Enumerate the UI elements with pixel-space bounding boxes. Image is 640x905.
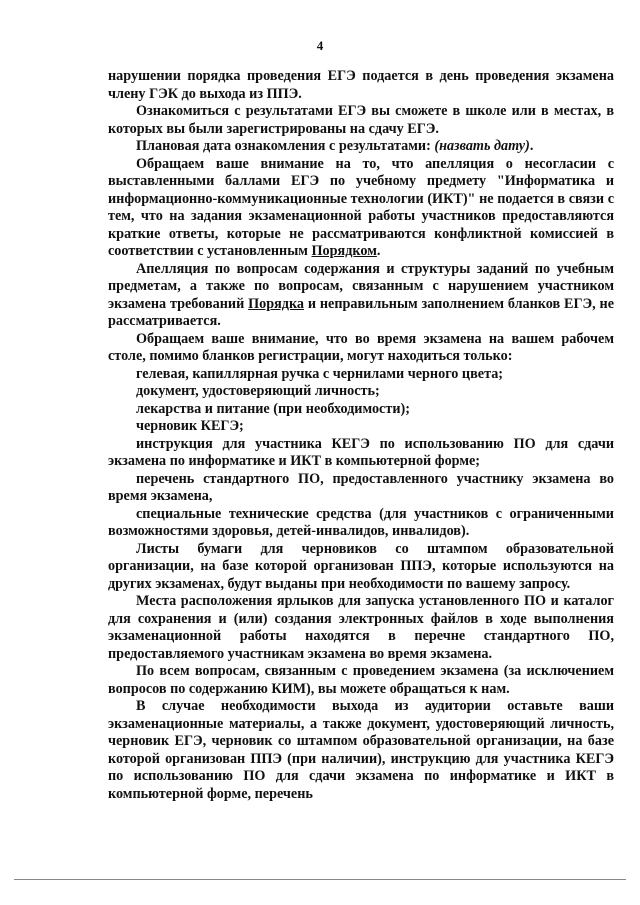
paragraph-text: Листы бумаги для черновиков со штампом образовательной организации, на базе которой организован ППЭ, которые используются на других экзаменах, будут выданы при необходимости по вашему запросу. — [108, 540, 614, 592]
paragraph — [108, 261, 614, 331]
italic-placeholder: (назвать дату) — [434, 138, 530, 154]
paragraph-text: нарушении порядка проведения ЕГЭ подается в день проведения экзамена члену ГЭК до выхода из ППЭ. — [108, 68, 614, 102]
paragraph — [108, 418, 614, 436]
paragraph — [108, 401, 614, 419]
paragraph — [108, 541, 614, 594]
paragraph-text: черновик КЕГЭ; — [136, 418, 244, 434]
paragraph-text: инструкция для участника КЕГЭ по использованию ПО для сдачи экзамена по информатике и ИКТ в компьютерной форме; — [108, 435, 614, 469]
paragraph-text: Ознакомиться с результатами ЕГЭ вы сможете в школе или в местах, в которых вы были зарегистрированы на сдачу ЕГЭ. — [108, 103, 614, 137]
paragraph-text: перечень стандартного ПО, предоставленного участнику экзамена во время экзамена, — [108, 470, 614, 504]
document-body — [108, 68, 614, 803]
paragraph-text: и неправильным заполнением бланков ЕГЭ, не рассматривается. — [108, 295, 614, 329]
paragraph — [108, 698, 614, 803]
paragraph-text: В случае необходимости выхода из аудитории оставьте ваши экзаменационные материалы, а также документ, удостоверяющий личность, черновик ЕГЭ, черновик со штампом образовательной организации, на базе которой организован ППЭ (при наличии), инструкцию для участника КЕГЭ по использованию ПО для сдачи экзамена по информатике и ИКТ в компьютерной форме, перечень — [108, 698, 614, 802]
paragraph — [108, 663, 614, 698]
paragraph — [108, 506, 614, 541]
paragraph-text: специальные технические средства (для участников с ограниченными возможностями здоровья, детей-инвалидов, инвалидов). — [108, 505, 614, 539]
paragraph-text: Апелляция по вопросам содержания и структуры заданий по учебным предметам, а также по вопросам, связанным с нарушением участником экзамена требований — [108, 260, 614, 312]
paragraph — [108, 366, 614, 384]
paragraph — [108, 156, 614, 261]
underlined-term: Порядком — [311, 243, 377, 259]
paragraph — [108, 593, 614, 663]
paragraph-text: Плановая дата ознакомления с результатами: — [136, 138, 435, 154]
paragraph — [108, 436, 614, 471]
paragraph — [108, 103, 614, 138]
paragraph-text: Обращаем ваше внимание, что во время экзамена на вашем рабочем столе, помимо бланков регистрации, могут находиться только: — [108, 330, 614, 364]
paragraph-text: Обращаем ваше внимание на то, что апелляция о несогласии с выставленными баллами ЕГЭ по учебному предмету "Информатика и информационно-коммуникационные технологии (ИКТ)" не подается в связи с тем, что на задания экзаменационной работы участников предоставляются краткие ответы, которые не рассматриваются конфликтной комиссией в соответствии с установленным — [108, 155, 614, 259]
paragraph-text: . — [529, 138, 534, 154]
paragraph — [108, 68, 614, 103]
paragraph — [108, 383, 614, 401]
paragraph-text: гелевая, капиллярная ручка с чернилами черного цвета; — [136, 365, 504, 382]
paragraph — [108, 331, 614, 366]
paragraph-text: По всем вопросам, связанным с проведением экзамена (за исключением вопросов по содержанию КИМ), вы можете обращаться к нам. — [108, 663, 614, 697]
page-number: 4 — [316, 38, 324, 53]
paragraph-text: . — [376, 243, 381, 259]
underlined-term: Порядка — [248, 295, 305, 312]
footer-rule — [14, 879, 626, 880]
paragraph — [108, 138, 614, 156]
paragraph-text: документ, удостоверяющий личность; — [136, 383, 380, 399]
paragraph — [108, 471, 614, 506]
paragraph-text: Места расположения ярлыков для запуска установленного ПО и каталог для сохранения и (или) создания электронных файлов в ходе выполнения экзаменационной работы находятся в перечне стандартного ПО, предоставляемого участникам экзамена во время экзамена. — [108, 593, 614, 662]
paragraph-text: лекарства и питание (при необходимости); — [136, 400, 410, 417]
